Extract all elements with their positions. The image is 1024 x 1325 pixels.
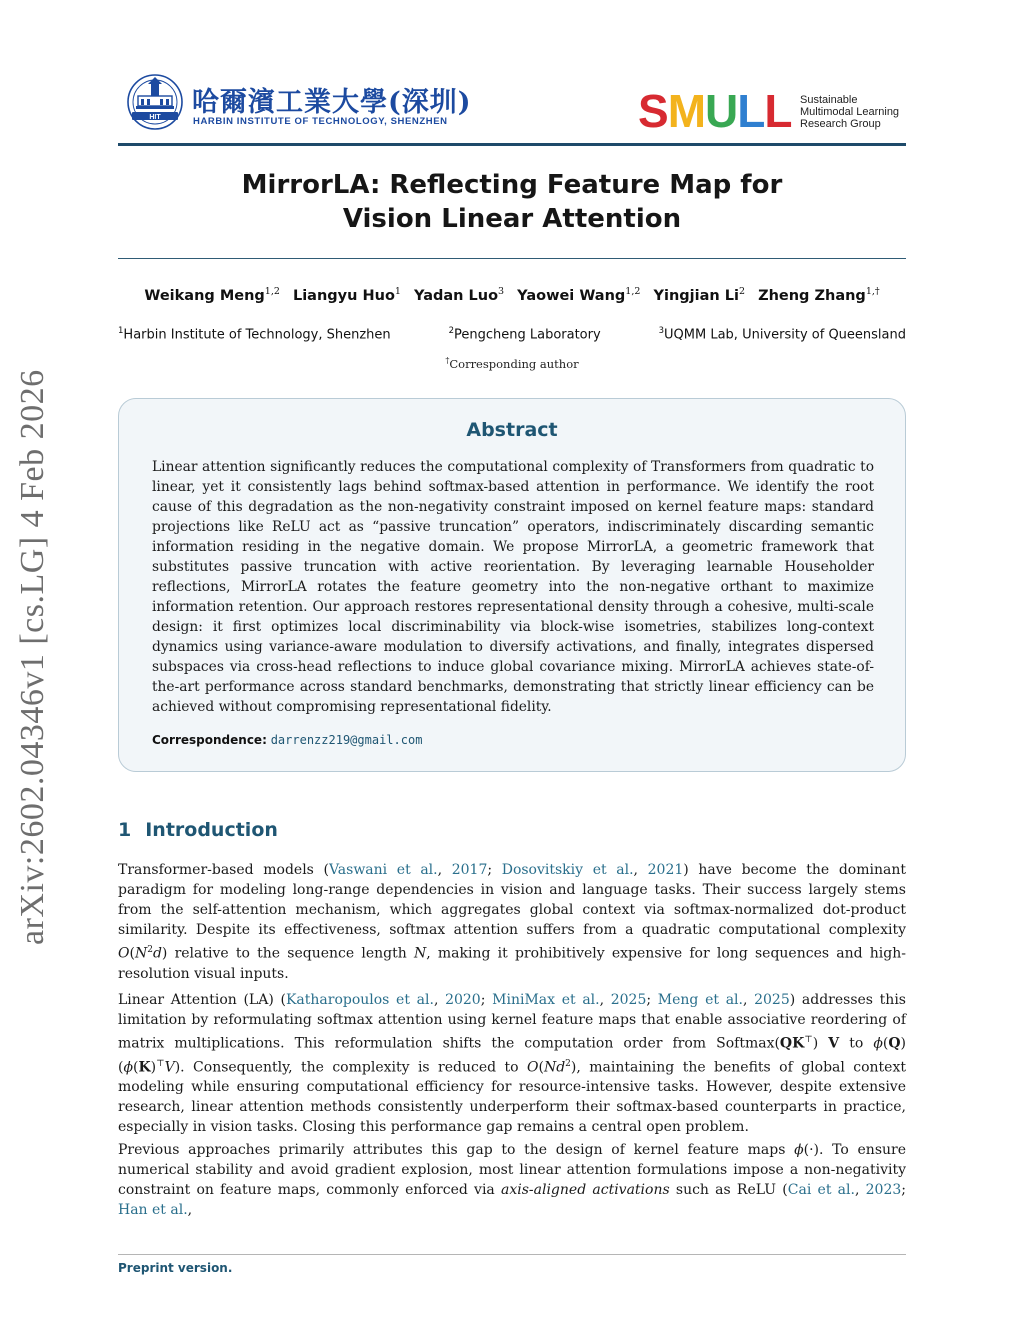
text-run: V <box>164 1059 175 1076</box>
lab-name-line: Sustainable <box>800 94 858 106</box>
correspondence-line <box>152 733 422 747</box>
lab-name-line: Multimodal Learning <box>800 106 900 118</box>
lab-logo-letter: S <box>638 85 668 137</box>
author: Yaowei Wang$^{1,2}$ <box>517 286 641 304</box>
text-run: ; <box>901 1182 906 1198</box>
citation-link[interactable]: 2017 <box>451 862 488 878</box>
lab-logo-letter: M <box>667 85 706 137</box>
text-run: ( <box>538 1059 544 1076</box>
lab-logo-letter: L <box>764 85 792 137</box>
text-run: ; <box>646 992 658 1008</box>
text-run: ϕ <box>873 1035 883 1052</box>
text-run: , <box>742 992 755 1008</box>
text-run: ; <box>480 992 493 1008</box>
text-run: ), maintaining the benefits of global context modeling while ensuring computational efficiency for resource-intensive tasks. However, despite extensive research, linear attention methods consistently underperform their softmax-based counterparts in practice, especially in vision tasks. Closing this performance gap remains a central open problem. <box>118 1059 906 1136</box>
citation-link[interactable]: 2020 <box>445 992 481 1008</box>
text-run: d <box>152 945 162 962</box>
text-run: , <box>433 992 446 1008</box>
text-run: Transformer-based models ( <box>118 862 329 878</box>
institution-name-cn: 哈爾濱工業大學(深圳) <box>192 87 472 118</box>
text-run: V <box>828 1035 840 1052</box>
author: Zheng Zhang$^{1,\dagger}$ <box>758 286 880 304</box>
text-run: ϕ <box>794 1142 804 1158</box>
text-run: ) have become the dominant paradigm for modeling long-range dependencies in vision and language tasks. Their success largely stems from the self-attention mechanism, which aggregates global context via softmax-normalized dot-product similarity. Despite its effectiveness, softmax attention suffers from a quadratic computational complexity <box>118 862 906 938</box>
author: Yadan Luo$^3$ <box>414 286 505 304</box>
text-run: N <box>134 945 148 962</box>
lab-name <box>800 94 899 130</box>
section-number: 1 <box>118 819 132 841</box>
citation-link[interactable]: Meng et al. <box>657 992 743 1008</box>
text-run: O <box>526 1059 539 1076</box>
hit-badge-text: HIT <box>149 114 161 121</box>
text-run: such as ReLU ( <box>669 1182 788 1198</box>
text-run: ) ( <box>118 1035 906 1076</box>
header-divider <box>118 143 906 146</box>
citation-link[interactable]: Katharopoulos et al. <box>285 992 434 1008</box>
text-run: (·). To ensure numerical stability and avoid gradient explosion, most linear attention formulations impose a non-negativity constraint on feature maps, commonly enforced via <box>118 1142 907 1198</box>
text-run: N <box>413 945 427 962</box>
lab-name-line: Research Group <box>800 118 881 130</box>
title-divider <box>118 258 906 259</box>
text-run: ( <box>882 1035 889 1052</box>
arxiv-identifier: arXiv:2602.04346v1 [cs.LG] 4 Feb 2026 <box>14 369 51 945</box>
text-run: , <box>633 862 648 878</box>
text-run: 2 <box>565 1058 571 1069</box>
citation-link[interactable]: Vaswani et al. <box>328 862 438 878</box>
text-run: ( <box>133 1059 139 1076</box>
affiliation: $^2$Pengcheng Laboratory <box>448 326 601 343</box>
author-list <box>118 286 906 304</box>
text-run: axis-aligned activations <box>501 1182 670 1198</box>
text-run: ). Consequently, the complexity is reduced to <box>174 1059 527 1076</box>
text-run: ; <box>487 862 502 878</box>
intro-paragraph-3 <box>118 1140 906 1220</box>
text-run: to <box>839 1035 874 1052</box>
text-run: ) <box>150 1059 157 1076</box>
text-run: O <box>118 945 130 962</box>
citation-link[interactable]: 2023 <box>865 1182 902 1198</box>
footer-note: Preprint version. <box>118 1261 233 1275</box>
text-run: ) addresses this limitation by reformulating softmax attention using kernel feature maps that enable associative reordering of matrix multiplications. This reformulation shifts the computation order from Softmax( <box>118 992 906 1052</box>
citation-link[interactable]: Han et al. <box>118 1202 188 1218</box>
text-run: , <box>437 862 452 878</box>
citation-link[interactable]: 2025 <box>610 992 647 1008</box>
lab-logo-letter: L <box>737 85 765 137</box>
citation-link[interactable]: MiniMax et al. <box>492 992 600 1008</box>
text-run: , <box>599 992 611 1008</box>
affiliation: $^3$UQMM Lab, University of Queensland <box>658 326 906 343</box>
footer-divider <box>118 1254 906 1255</box>
citation-link[interactable]: Dosovitskiy et al. <box>501 862 634 878</box>
lab-logo <box>638 85 792 137</box>
text-run: K <box>138 1059 151 1076</box>
text-run: Linear Attention (LA) ( <box>118 992 286 1008</box>
text-run: Previous approaches primarily attributes this gap to the design of kernel feature maps <box>118 1142 795 1158</box>
corresponding-author-note: †Corresponding author <box>445 356 579 371</box>
section-heading <box>118 819 278 841</box>
text-run: ) <box>812 1035 829 1052</box>
text-run: QK <box>779 1035 805 1052</box>
intro-paragraph-1 <box>118 860 906 984</box>
text-run: 2 <box>147 945 153 955</box>
section-title: Introduction <box>145 819 278 841</box>
text-run: ⊤ <box>804 1035 813 1045</box>
text-run: Q <box>888 1035 901 1052</box>
author: Liangyu Huo$^1$ <box>292 286 401 304</box>
intro-paragraph-2 <box>118 990 906 1137</box>
title-line: MirrorLA: Reflecting Feature Map for <box>241 170 783 200</box>
text-run: ( <box>129 945 135 962</box>
text-run: ϕ <box>123 1059 134 1076</box>
author: Weikang Meng$^{1,2}$ <box>144 286 280 304</box>
author: Yingjian Li$^2$ <box>653 286 745 304</box>
citation-link[interactable]: 2025 <box>754 992 790 1008</box>
institution-name-en: HARBIN INSTITUTE OF TECHNOLOGY, SHENZHEN <box>193 116 448 127</box>
text-run: Nd <box>543 1059 566 1076</box>
text-run: , <box>854 1182 866 1198</box>
affiliation: $^1$Harbin Institute of Technology, Shenzhen <box>118 326 391 343</box>
paper-title <box>118 168 906 236</box>
affiliation-list <box>118 326 906 342</box>
correspondence-email-link[interactable]: darrenzz219@gmail.com <box>270 733 423 747</box>
text-run: ) relative to the sequence length <box>161 945 414 962</box>
lab-logo-letter: U <box>705 85 738 137</box>
abstract-heading: Abstract <box>466 419 558 441</box>
title-line: Vision Linear Attention <box>342 204 682 234</box>
text-run: , <box>187 1202 193 1218</box>
citation-link[interactable]: 2021 <box>647 862 684 878</box>
abstract-text: Linear attention significantly reduces the computational complexity of Transformers from quadratic to linear, yet it consistently lags behind softmax-based attention in performance. We identify the root cause of this degradation as the non-negativity constraint imposed on kernel feature maps: standard projections like ReLU act as “passive truncation” operators, indiscriminately discarding semantic information residing in the negative domain. We propose MirrorLA, a geometric framework that substitutes passive truncation with active reorientation. By leveraging learnable Householder reflections, MirrorLA rotates the feature geometry into the non-negative orthant to maximize information retention. Our approach restores representational density through a cohesive, multi-scale design: it first optimizes local discriminability via block-wise isometries, stabilizes long-context dynamics using variance-aware modulation to diversify activations, and finally, integrates dispersed subspaces via cross-head reflections to induce global covariance mixing. MirrorLA achieves state-of-the-art performance across standard benchmarks, demonstrating that strictly linear efficiency can be achieved without compromising representational fidelity. <box>152 459 874 715</box>
citation-link[interactable]: Cai et al. <box>787 1182 855 1198</box>
correspondence-label: Correspondence: <box>152 733 267 747</box>
text-run: ⊤ <box>156 1058 165 1069</box>
text-run: , making it prohibitively expensive for long sequences and high-resolution visual inputs. <box>118 945 906 982</box>
